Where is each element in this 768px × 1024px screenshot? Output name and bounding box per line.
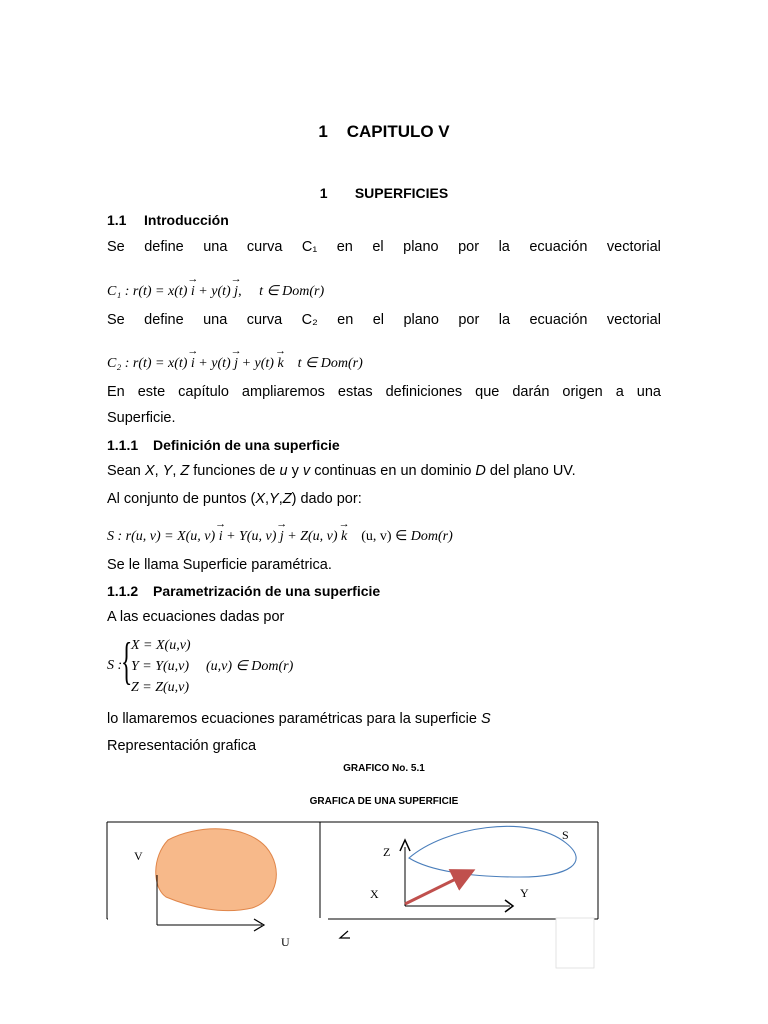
word: vectorial — [606, 239, 661, 255]
label-y: Y — [520, 886, 529, 900]
paragraph-chapter-line1 — [107, 384, 661, 400]
eq-term: + y(t) — [241, 356, 274, 371]
word: la — [498, 239, 510, 255]
vector-j: → j — [280, 529, 284, 545]
heading-parametrizacion — [107, 583, 380, 599]
word: plano — [403, 239, 439, 255]
heading-title: Introducción — [144, 212, 229, 228]
text: funciones de — [189, 463, 280, 479]
eq-uv: (u, v) ∈ — [361, 529, 408, 544]
paragraph-curve-c1 — [107, 239, 661, 255]
paragraph-representacion: Representación grafica — [107, 738, 257, 754]
lower-arrow-icon — [340, 931, 350, 938]
word: Se — [107, 239, 125, 255]
chapter-title: CAPITULO V — [346, 122, 450, 141]
eq-term: + Z(u, v) — [287, 529, 338, 544]
var-z: Z — [180, 463, 190, 479]
word: estas — [337, 384, 373, 400]
equation-c1 — [107, 283, 324, 300]
word: curva — [246, 312, 283, 328]
equation-c2 — [107, 355, 363, 372]
text: Sean — [107, 463, 145, 479]
eq-lhs: C₂ : r(t) = x(t) — [107, 356, 188, 371]
word: una — [636, 384, 661, 400]
vector-i: → i — [191, 356, 195, 372]
surface-curve — [409, 826, 576, 877]
section-number: 1 — [319, 185, 328, 201]
word: ecuación — [529, 239, 588, 255]
text: lo llamaremos ecuaciones paramétricas para la superficie — [107, 711, 481, 727]
shadow-box — [556, 918, 594, 968]
brace-glyph: { — [121, 633, 133, 690]
label-x: X — [370, 887, 379, 901]
word: capítulo — [178, 384, 229, 400]
eq-domain: Dom(r) — [410, 529, 453, 544]
vector-k: → k — [277, 356, 283, 372]
word: define — [144, 312, 184, 328]
label-s: S — [562, 828, 569, 842]
vector-i: → i — [219, 529, 223, 545]
word: una — [203, 312, 228, 328]
var-d: D — [475, 463, 486, 479]
text: , — [172, 463, 181, 479]
paragraph-chapter-line2: Superficie. — [107, 410, 176, 426]
word: en — [337, 312, 354, 328]
word: Se — [107, 312, 125, 328]
eq-term: + y(t) — [198, 284, 231, 299]
vector-j: → j — [234, 356, 238, 372]
vector-k: → k — [341, 529, 347, 545]
text: continuas en un dominio — [310, 463, 476, 479]
uv-region — [156, 829, 277, 911]
paragraph-param-2 — [107, 711, 491, 727]
word: por — [458, 312, 480, 328]
word: el — [372, 312, 385, 328]
var-v: v — [302, 463, 311, 479]
var-y: Y — [269, 491, 279, 507]
word: curva — [246, 239, 283, 255]
text: , — [154, 463, 163, 479]
eq-term: + Y(u, v) — [226, 529, 277, 544]
eq-lhs: S : r(u, v) = X(u, v) — [107, 529, 216, 544]
word: C₁ — [301, 239, 318, 255]
chapter-heading — [0, 122, 768, 142]
paragraph-curve-c2 — [107, 312, 661, 328]
eq-comma: , — [238, 284, 242, 299]
heading-number: 1.1 — [107, 212, 127, 228]
system-label: S : — [107, 658, 123, 673]
heading-definicion — [107, 437, 340, 453]
word: ecuación — [529, 312, 588, 328]
heading-introduccion — [107, 212, 229, 228]
heading-number: 1.1.2 — [107, 583, 139, 599]
word: ampliaremos — [241, 384, 325, 400]
word: C₂ — [301, 312, 318, 328]
system-row: Y = Y(u,v) — [131, 659, 190, 674]
word: la — [498, 312, 511, 328]
word: definiciones — [385, 384, 463, 400]
eq-domain: t ∈ Dom(r) — [259, 284, 325, 299]
heading-title: Definición de una superficie — [153, 437, 340, 453]
word: define — [144, 239, 184, 255]
word: el — [372, 239, 384, 255]
var-y: Y — [162, 463, 173, 479]
figure-number-caption: GRAFICO No. 5.1 — [343, 763, 425, 774]
word: origen — [562, 384, 603, 400]
paragraph-def-1 — [107, 463, 576, 479]
label-v: V — [134, 849, 143, 863]
label-z: Z — [383, 845, 391, 859]
word: por — [458, 239, 480, 255]
heading-number: 1.1.1 — [107, 437, 139, 453]
text: Al conjunto de puntos ( — [107, 491, 256, 507]
vector-i: → i — [191, 284, 195, 300]
chapter-number: 1 — [318, 122, 328, 141]
frame-gap — [108, 918, 328, 922]
word: a — [615, 384, 624, 400]
system-row: X = X(u,v) — [131, 638, 191, 653]
word: en — [336, 239, 353, 255]
var-u: u — [279, 463, 288, 479]
position-vector — [405, 872, 470, 904]
equation-surface — [107, 528, 453, 545]
figure-title-caption: GRAFICA DE UNA SUPERFICIE — [309, 796, 459, 807]
word: En — [107, 384, 125, 400]
heading-title: Parametrización de una superficie — [153, 583, 381, 599]
label-u: U — [281, 935, 290, 949]
section-title: SUPERFICIES — [354, 185, 449, 201]
paragraph-def-3: Se le llama Superficie paramétrica. — [107, 557, 332, 573]
word: darán — [512, 384, 550, 400]
var-x: X — [255, 491, 265, 507]
surface-figure — [0, 805, 768, 975]
word: una — [203, 239, 228, 255]
word: plano — [403, 312, 439, 328]
system-row: Z = Z(u,v) — [131, 680, 190, 695]
paragraph-param: A las ecuaciones dadas por — [107, 609, 285, 625]
eq-term: + y(t) — [198, 356, 231, 371]
vector-j: → j — [234, 284, 238, 300]
eq-domain: t ∈ Dom(r) — [297, 356, 363, 371]
system-rows — [131, 635, 191, 698]
eq-lhs: C₁ : r(t) = x(t) — [107, 284, 188, 299]
text: del plano UV. — [485, 463, 576, 479]
word: vectorial — [606, 312, 661, 328]
word: este — [137, 384, 166, 400]
text: ) dado por: — [291, 491, 362, 507]
var-z: Z — [282, 491, 292, 507]
var-s: S — [480, 711, 491, 727]
text: , — [265, 491, 270, 507]
text: y — [287, 463, 303, 479]
paragraph-def-2 — [107, 491, 362, 507]
text: , — [278, 491, 283, 507]
system-domain: (u,v) ∈ Dom(r) — [206, 659, 294, 674]
var-x: X — [144, 463, 155, 479]
word: que — [475, 384, 500, 400]
section-heading — [0, 185, 768, 201]
